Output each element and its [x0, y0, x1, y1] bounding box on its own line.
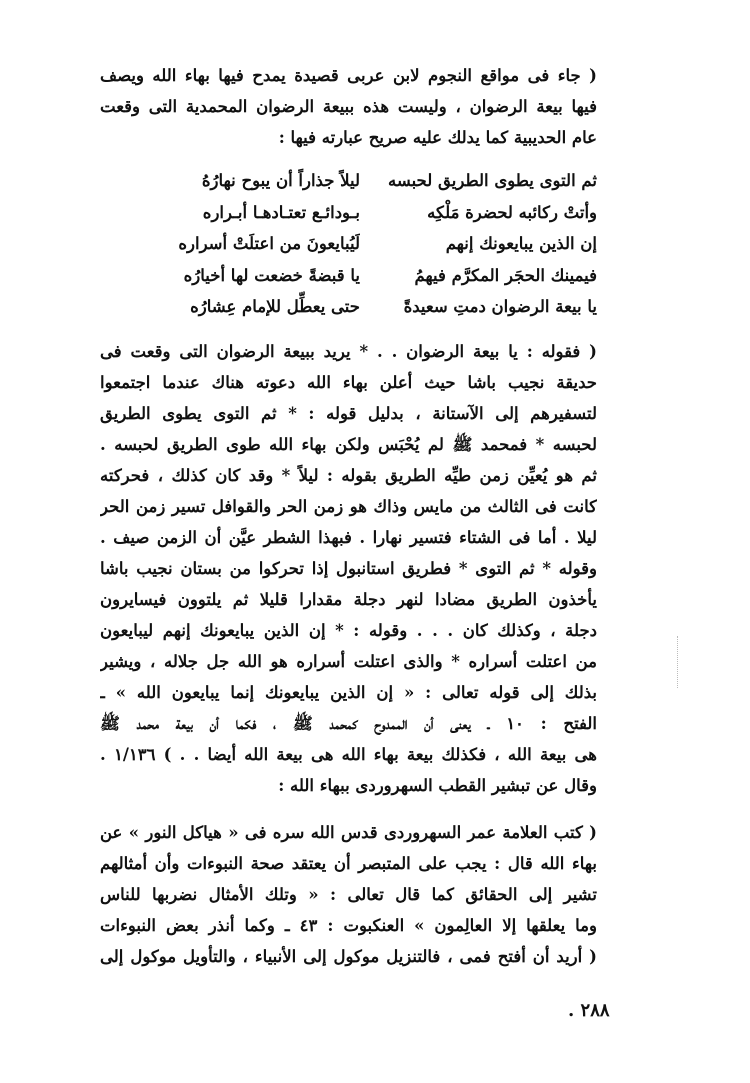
text-line: فيها بيعة الرضوان ، وليست هذه ببيعة الرضوان المحمدية التى وقعت — [100, 97, 597, 116]
poem-verse — [140, 165, 597, 197]
text-line: يأخذون الطريق مضادا لنهر دجلة مقدارا قليلا ثم يلتوون فيسايرون — [100, 590, 597, 609]
paragraph-commentary — [100, 336, 597, 801]
verse-second-hemistich: لَيُبايعونَ من اعتلَتْ أسراره — [178, 234, 360, 253]
text-line: لحبسه * فمحمد ﷺ لم يُحْبَس ولكن بهاء الله طوى الطريق لحبسه . — [100, 435, 597, 454]
verse-first-hemistich: إن الذين يبايعونك إنهم — [445, 234, 597, 253]
text-line: هى بيعة الله ، فكذلك بيعة بهاء الله هى بيعة الله أيضا . . ) ١/١٣٦ . — [100, 745, 597, 764]
text-line: لتسفيرهم إلى الآستانة ، بدليل قوله : * ثم التوى يطوى الطريق — [100, 404, 597, 423]
margin-mark — [677, 636, 679, 688]
text-line: ( فقوله : يا بيعة الرضوان . . * يريد ببيعة الرضوان التى وقعت فى — [100, 342, 597, 361]
verse-second-hemistich: يا قبضةً خضعت لها أخيارُه — [183, 265, 360, 285]
poem-verse — [140, 197, 597, 229]
text-line: الفتح : ١٠ ـ يعنى أن الممدوح كمحمد ﷺ ، فكما أن بيعة محمد ﷺ — [100, 714, 597, 733]
text-line: وقوله * ثم التوى * فطريق استانبول إذا تحركوا من بستان نجيب باشا — [100, 559, 597, 578]
poem-verse — [140, 228, 597, 260]
paragraph-suhrawardi — [100, 817, 597, 972]
verse-first-hemistich: فيمينك الحجَر المكرَّم فيهمُ — [414, 265, 597, 285]
text-line: ( أريد أن أفتح فمى ، فالتنزيل موكول إلى الأنبياء ، والتأويل موكول إلى — [100, 947, 597, 966]
page-number: ٢٨٨ . — [568, 1000, 610, 1021]
verse-first-hemistich: يا بيعة الرضوان دمتِ سعيدةً — [403, 297, 597, 316]
text-line: كانت فى الثالث من مايس وذاك هو زمن الحر والقوافل تسير زمن الحر — [100, 497, 597, 516]
text-line: ثم هو يُعيِّن زمن طيِّه الطريق بقوله : ليلاً * وقد كان كذلك ، فحركته — [100, 466, 597, 485]
text-line: بهاء الله قال : يجب على المتبصر أن يعتقد صحة النبوءات وأن أمثالهم — [100, 854, 597, 873]
text-line: من اعتلت أسراره * والذى اعتلت أسراره هو الله جل جلاله ، ويشير — [100, 652, 597, 671]
text-line: دجلة ، وكذلك كان . . . وقوله : * إن الذين يبايعونك إنهم ليبايعون — [100, 621, 597, 640]
text-line: بذلك إلى قوله تعالى : « إن الذين يبايعونك إنما يبايعون الله » ـ — [100, 683, 597, 702]
text-line: وقال عن تبشير القطب السهروردى ببهاء الله : — [278, 776, 597, 795]
verse-second-hemistich: حتى يعطِّل للإمام عِشارُه — [190, 297, 360, 316]
poem — [140, 165, 597, 323]
text-line: وما يعلقها إلا العالِمون » العنكبوت : ٤٣ ـ وكما أنذر بعض النبوءات — [100, 916, 597, 935]
text-line: ( كتب العلامة عمر السهروردى قدس الله سره فى « هياكل النور » عن — [100, 823, 597, 842]
verse-second-hemistich: ليلاً جذاراً أن يبوح نهارُهُ — [201, 171, 360, 190]
text-line: حديقة نجيب باشا حيث أعلن بهاء الله دعوته هناك عندما اجتمعوا — [100, 373, 597, 392]
verse-first-hemistich: ثم التوى يطوى الطريق لحبسه — [388, 171, 597, 190]
paragraph-intro — [100, 60, 597, 153]
text-line: تشير إلى الحقائق كما قال تعالى : « وتلك الأمثال نضربها للناس — [100, 885, 597, 904]
poem-verse — [140, 291, 597, 323]
poem-verse — [140, 260, 597, 292]
verse-second-hemistich: بـودائـع تعتـادهـا أبـراره — [202, 202, 360, 222]
text-line: عام الحديبية كما يدلك عليه صريح عبارته فيها : — [278, 128, 597, 147]
text-line: ليلا . أما فى الشتاء فتسير نهارا . فبهذا الشطر عيَّن أن الزمن صيف . — [100, 528, 597, 547]
text-line: ( جاء فى مواقع النجوم لابن عربى قصيدة يمدح فيها بهاء الله ويصف — [100, 66, 597, 85]
verse-first-hemistich: وأتتْ ركائبه لحضرة مَلْكِه — [427, 202, 597, 222]
